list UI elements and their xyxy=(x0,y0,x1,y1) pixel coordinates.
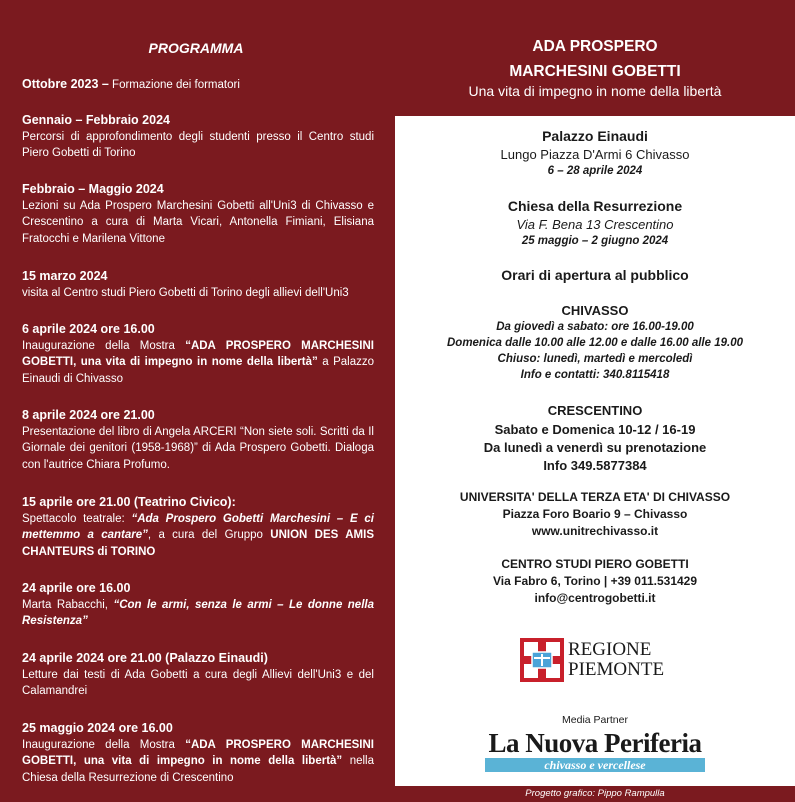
program-item-title: 15 marzo 2024 xyxy=(22,269,108,283)
info-panel xyxy=(395,116,795,786)
crescentino-heading: CRESCENTINO xyxy=(547,403,643,418)
program-item xyxy=(22,407,374,473)
contact-line: Piazza Foro Boario 9 – Chivasso xyxy=(502,507,688,521)
venue-name: Palazzo Einaudi xyxy=(542,128,648,144)
program-item-title: 24 aprile 2024 ore 21.00 (Palazzo Einaudi) xyxy=(22,651,268,665)
programma-heading: PROGRAMMA xyxy=(148,40,244,56)
title-subtitle: Una vita di impegno in nome della libertà xyxy=(468,83,722,99)
chivasso-heading: CHIVASSO xyxy=(561,303,629,318)
program-item-text: Inaugurazione della Mostra “ADA PROSPERO MARCHESINI GOBETTI, una vita di impegno in nome della libertà” a Palazzo Einaudi di Chivasso xyxy=(22,339,375,385)
program-item-title: Gennaio – Febbraio 2024 xyxy=(22,113,170,127)
graphic-credit: Progetto grafico: Pippo Rampulla xyxy=(525,788,665,799)
venue-address: Lungo Piazza D'Armi 6 Chivasso xyxy=(500,147,690,162)
program-item xyxy=(22,181,374,247)
contact-line: CENTRO STUDI PIERO GOBETTI xyxy=(501,557,689,571)
program-item xyxy=(22,112,374,162)
venue-name: Chiesa della Resurrezione xyxy=(507,198,683,214)
program-item-title: 8 aprile 2024 ore 21.00 xyxy=(22,408,155,422)
program-item xyxy=(22,76,374,94)
program-item-text: Percorsi di approfondimento degli studenti presso il Centro studi Piero Gobetti di Torino xyxy=(22,130,374,159)
program-item-title: Febbraio – Maggio 2024 xyxy=(22,182,164,196)
program-item xyxy=(22,580,374,630)
program-item-text: Formazione dei formatori xyxy=(112,79,240,91)
program-item xyxy=(22,720,374,786)
program-item xyxy=(22,268,374,301)
hours-heading: Orari di apertura al pubblico xyxy=(501,267,689,283)
np-subtitle: chivasso e vercellese xyxy=(485,758,705,772)
contact-line: Via Fabro 6, Torino | +39 011.531429 xyxy=(492,574,698,588)
venue-dates: 25 maggio – 2 giugno 2024 xyxy=(521,235,669,247)
chivasso-hours-line: Domenica dalle 10.00 alle 12.00 e dalle 16.00 alle 19.00 xyxy=(446,337,743,349)
media-partner-label: Media Partner xyxy=(562,714,628,726)
contact-email[interactable]: info@centrogobetti.it xyxy=(534,591,656,605)
regione-text: REGIONE PIEMONTE xyxy=(568,639,665,680)
programma-column xyxy=(0,0,392,802)
program-item-text: Inaugurazione della Mostra “ADA PROSPERO MARCHESINI GOBETTI, una vita di impegno in nome della libertà” nella Chiesa della Resurrezione di Crescentino xyxy=(22,738,375,784)
title-line-2: MARCHESINI GOBETTI xyxy=(509,63,681,80)
crescentino-hours-line: Da lunedì a venerdì su prenotazione xyxy=(483,440,707,455)
title-line-1: ADA PROSPERO xyxy=(532,38,658,55)
chivasso-hours-line: Chiuso: lunedì, martedì e mercoledì xyxy=(497,353,693,365)
program-item-title: 24 aprile ore 16.00 xyxy=(22,581,131,595)
crescentino-contact: Info 349.5877384 xyxy=(543,458,647,473)
program-item-title: 15 aprile ore 21.00 (Teatrino Civico): xyxy=(22,495,236,509)
program-item xyxy=(22,321,374,387)
program-item-text: Spettacolo teatrale: “Ada Prospero Gobetti Marchesini – E ci mettemmo a cantare”, a cura del Gruppo UNION DES AMIS CHANTEURS di TORINO xyxy=(22,512,374,558)
chivasso-hours-line: Da giovedì a sabato: ore 16.00-19.00 xyxy=(496,321,694,333)
program-item-text: Marta Rabacchi, “Con le armi, senza le armi – Le donne nella Resistenza” xyxy=(22,598,374,627)
regione-piemonte-logo xyxy=(520,638,670,684)
np-title: La Nuova Periferia xyxy=(488,728,702,758)
venue-dates: 6 – 28 aprile 2024 xyxy=(547,165,643,177)
program-item-text: Lezioni su Ada Prospero Marchesini Gobetti all'Uni3 di Chivasso e Crescentino a cura di Marta Vicari, Antonella Fimiani, Elisiana Fratocchi e Marilena Vittone xyxy=(22,199,374,245)
contact-line: UNIVERSITA' DELLA TERZA ETA' DI CHIVASSO xyxy=(459,490,731,504)
program-item xyxy=(22,494,374,560)
crescentino-hours-line: Sabato e Domenica 10-12 / 16-19 xyxy=(494,422,696,437)
program-item-title: Ottobre 2023 – xyxy=(22,77,109,91)
chivasso-contact: Info e contatti: 340.8115418 xyxy=(520,369,670,381)
contact-website[interactable]: www.unitrechivasso.it xyxy=(531,524,659,538)
venue-address: Via F. Bena 13 Crescentino xyxy=(516,217,674,232)
program-item-text: Presentazione del libro di Angela ARCERI “Non siete soli. Scritti da Il Giornale dei genitori (1958-1968)” di Ada Prospero Gobetti. Dialoga con l'autrice Chiara Profumo. xyxy=(22,425,374,471)
program-item-title: 25 maggio 2024 ore 16.00 xyxy=(22,721,173,735)
program-item-text: Letture dai testi di Ada Gobetti a cura degli Allievi dell'Uni3 e del Calamandrei xyxy=(22,668,374,697)
program-item-text: visita al Centro studi Piero Gobetti di Torino degli allievi dell'Uni3 xyxy=(22,286,349,299)
program-item-title: 6 aprile 2024 ore 16.00 xyxy=(22,322,155,336)
regione-emblem-icon xyxy=(520,638,564,682)
nuova-periferia-logo xyxy=(485,728,705,778)
program-item xyxy=(22,650,374,700)
